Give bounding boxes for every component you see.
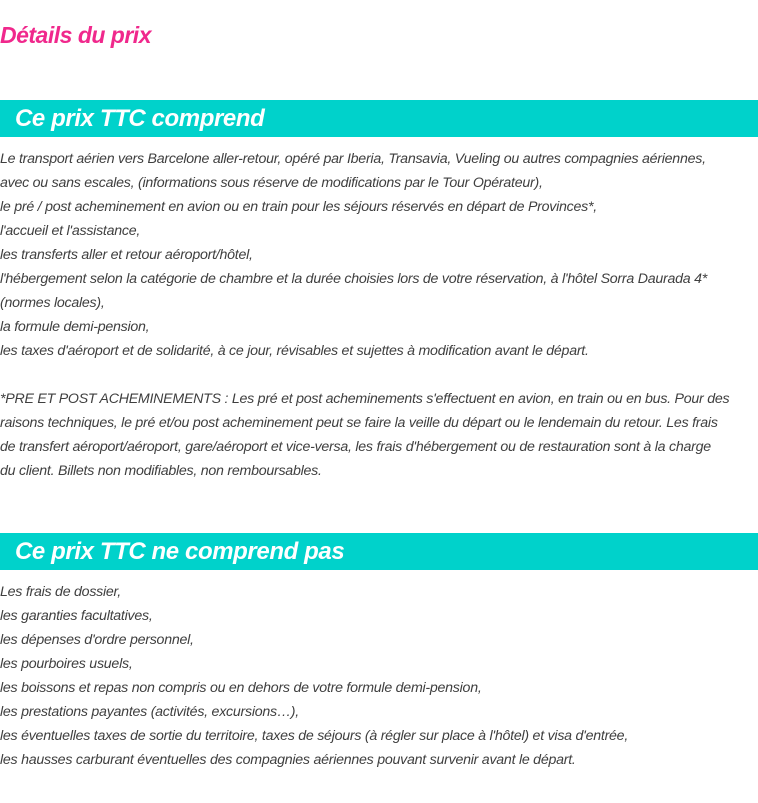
excludes-section-header: Ce prix TTC ne comprend pas [0, 533, 758, 570]
pre-post-transfer-note [0, 387, 758, 483]
excludes-item: les dépenses d'ordre personnel, [0, 632, 194, 648]
includes-list [0, 147, 758, 363]
note-line: *PRE ET POST ACHEMINEMENTS : Les pré et post acheminements s'effectuent en avion, en train ou en bus. Pour des [0, 391, 730, 407]
note-line: du client. Billets non modifiables, non remboursables. [0, 463, 322, 479]
includes-item: avec ou sans escales, (informations sous réserve de modifications par le Tour Opérateur), [0, 175, 543, 191]
includes-item: l'hébergement selon la catégorie de chambre et la durée choisies lors de votre réservation, à l'hôtel Sorra Daurada 4* [0, 271, 707, 287]
excludes-item: les hausses carburant éventuelles des compagnies aériennes pouvant survenir avant le départ. [0, 752, 576, 768]
excludes-item: les garanties facultatives, [0, 608, 153, 624]
excludes-item: les prestations payantes (activités, excursions…), [0, 704, 299, 720]
includes-item: l'accueil et l'assistance, [0, 223, 141, 239]
includes-section-header: Ce prix TTC comprend [0, 100, 758, 137]
includes-item: la formule demi-pension, [0, 319, 150, 335]
excludes-item: les pourboires usuels, [0, 656, 133, 672]
excludes-item: Les frais de dossier, [0, 584, 121, 600]
includes-item: le pré / post acheminement en avion ou en train pour les séjours réservés en départ de Provinces*, [0, 199, 597, 215]
includes-item: (normes locales), [0, 295, 105, 311]
excludes-item: les éventuelles taxes de sortie du territoire, taxes de séjours (à régler sur place à l'hôtel) et visa d'entrée, [0, 728, 629, 744]
page-title: Détails du prix [0, 22, 151, 48]
note-line: de transfert aéroport/aéroport, gare/aéroport et vice-versa, les frais d'hébergement ou de restauration sont à la charge [0, 439, 711, 455]
excludes-list [0, 580, 758, 772]
excludes-item: les boissons et repas non compris ou en dehors de votre formule demi-pension, [0, 680, 482, 696]
includes-item: Le transport aérien vers Barcelone aller-retour, opéré par Iberia, Transavia, Vueling ou autres compagnies aériennes, [0, 151, 706, 167]
note-line: raisons techniques, le pré et/ou post acheminement peut se faire la veille du départ ou le lendemain du retour. Les frais [0, 415, 718, 431]
includes-item: les taxes d'aéroport et de solidarité, à ce jour, révisables et sujettes à modification avant le départ. [0, 343, 589, 359]
includes-item: les transferts aller et retour aéroport/hôtel, [0, 247, 253, 263]
